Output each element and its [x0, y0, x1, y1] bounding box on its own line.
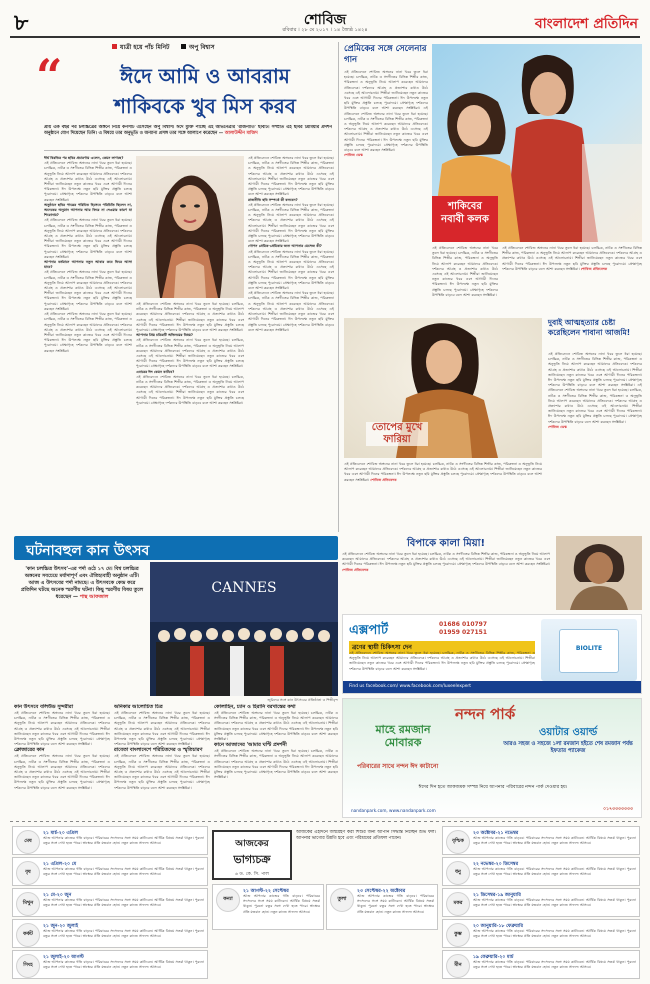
zodiac-badge-icon: মিথুন: [16, 892, 40, 916]
horoscope-date: ১৯ ফেব্রুয়ারি-২০ মার্চ: [473, 955, 514, 960]
horoscope-text: আজ আপনার কাজের গতি বাড়বে। পরিবারের সদস্যদের সঙ্গে সময় কাটাবেন। আর্থিক বিষয়ে সতর্ক থাকুন। পুরনো বন্ধুর সঙ্গে দেখা হতে পারে। স্বাস্থ্যের প্রতি যত্নবান হোন। নতুন কাজে সাফল্য আসবে।: [357, 894, 434, 914]
cannes-h1: কান উৎসবে বলিউড সুন্দরীরা: [14, 704, 74, 710]
cannes-h6: কানে আজাদের 'আমার ঘণ্টি প্রদর্শনী: [214, 742, 287, 749]
horoscope-title-2: ভাগ্যচক্র: [233, 853, 271, 866]
zodiac-badge-icon: কর্কট: [16, 923, 40, 947]
expert-logo: এক্সপার্ট: [349, 623, 389, 638]
lead-question-3: আপনার বর্তমানে আপনার নতুন আবার কবে ফিরে আসা যাবে?: [44, 260, 132, 270]
zodiac-badge-icon: কুম্ভ: [446, 923, 470, 947]
page-number: ৮: [14, 11, 29, 36]
horoscope-date: ২১ ডিসেম্বর-১৯ জানুয়ারি: [473, 893, 521, 898]
expert-phone-2: 01959 027151: [439, 629, 488, 636]
horoscope-item: [12, 857, 208, 886]
nandan-phone: ০১৭৩৩৩৩৩৩৩: [603, 807, 633, 812]
lead-paragraph: এই প্রতিবেদনে শোবিজ অঙ্গনের নানা খবর তুলে ধরা হয়েছে। চলচ্চিত্র, নাটক ও সংগীতের বিভিন্ন শিল্পীর কাজ, পরিকল্পনা ও অনুভূতি নিয়ে আলাপ করেছেন আমাদের প্রতিবেদক। দর্শকদের আগ্রহ ও প্রত্যাশার কথাও উঠে এসেছে এই আলোচনায়। শিল্পীরা জানিয়েছেন নতুন কাজের খবর এবং আগামী দিনের পরিকল্পনা। ঈদ উপলক্ষে নতুন ছবি মুক্তির প্রস্তুতি চলছে পুরোদমে। প্রেক্ষাগৃহে দর্শকদের উপস্থিতি বাড়বে বলে আশা করছেন সংশ্লিষ্টরা।: [248, 156, 334, 197]
lead-column-1: [44, 156, 132, 536]
paper-name: বাংলাদেশ প্রতিদিন: [534, 16, 638, 32]
zodiac-badge-icon: মকর: [446, 892, 470, 916]
lead-paragraph: এই প্রতিবেদনে শোবিজ অঙ্গনের নানা খবর তুলে ধরা হয়েছে। চলচ্চিত্র, নাটক ও সংগীতের বিভিন্ন শিল্পীর কাজ, পরিকল্পনা ও অনুভূতি নিয়ে আলাপ করেছেন আমাদের প্রতিবেদক। দর্শকদের আগ্রহ ও প্রত্যাশার কথাও উঠে এসেছে এই আলোচনায়। শিল্পীরা জানিয়েছেন নতুন কাজের খবর এবং আগামী দিনের পরিকল্পনা। ঈদ উপলক্ষে নতুন ছবি মুক্তির প্রস্তুতি চলছে পুরোদমে। প্রেক্ষাগৃহে দর্শকদের উপস্থিতি বাড়বে বলে আশা করছেন সংশ্লিষ্টরা।: [44, 218, 132, 259]
horoscope-right-column: [442, 826, 640, 981]
horoscope-item: [442, 888, 640, 917]
dubai-body: এই প্রতিবেদনে শোবিজ অঙ্গনের নানা খবর তুলে ধরা হয়েছে। চলচ্চিত্র, নাটক ও সংগীতের বিভিন্ন শিল্পীর কাজ, পরিকল্পনা ও অনুভূতি নিয়ে আলাপ করেছেন আমাদের প্রতিবেদক। দর্শকদের আগ্রহ ও প্রত্যাশার কথাও উঠে এসেছে এই আলোচনায়। শিল্পীরা জানিয়েছেন নতুন কাজের খবর এবং আগামী দিনের পরিকল্পনা। ঈদ উপলক্ষে নতুন ছবি মুক্তির প্রস্তুতি চলছে পুরোদমে। প্রেক্ষাগৃহে দর্শকদের উপস্থিতি বাড়বে বলে আশা করছেন সংশ্লিষ্টরা। এই প্রতিবেদনে শোবিজ অঙ্গনের নানা খবর তুলে ধরা হয়েছে। চলচ্চিত্র, নাটক ও সংগীতের বিভিন্ন শিল্পীর কাজ, পরিকল্পনা ও অনুভূতি নিয়ে আলাপ করেছেন আমাদের প্রতিবেদক। দর্শকদের আগ্রহ ও প্রত্যাশার কথাও উঠে এসেছে এই আলোচনায়। শিল্পীরা জানিয়েছেন নতুন কাজের খবর এবং আগামী দিনের পরিকল্পনা। ঈদ উপলক্ষে নতুন ছবি মুক্তির প্রস্তুতি চলছে পুরোদমে। প্রেক্ষাগৃহে দর্শকদের উপস্থিতি বাড়বে বলে আশা করছেন সংশ্লিষ্টরা। শোবিজ ডেস্ক: [548, 352, 642, 429]
selena-body: এই প্রতিবেদনে শোবিজ অঙ্গনের নানা খবর তুলে ধরা হয়েছে। চলচ্চিত্র, নাটক ও সংগীতের বিভিন্ন শিল্পীর কাজ, পরিকল্পনা ও অনুভূতি নিয়ে আলাপ করেছেন আমাদের প্রতিবেদক। দর্শকদের আগ্রহ ও প্রত্যাশার কথাও উঠে এসেছে এই আলোচনায়। শিল্পীরা জানিয়েছেন নতুন কাজের খবর এবং আগামী দিনের পরিকল্পনা। ঈদ উপলক্ষে নতুন ছবি মুক্তির প্রস্তুতি চলছে পুরোদমে। প্রেক্ষাগৃহে দর্শকদের উপস্থিতি বাড়বে বলে আশা করছেন সংশ্লিষ্টরা। এই প্রতিবেদনে শোবিজ অঙ্গনের নানা খবর তুলে ধরা হয়েছে। চলচ্চিত্র, নাটক ও সংগীতের বিভিন্ন শিল্পীর কাজ, পরিকল্পনা ও অনুভূতি নিয়ে আলাপ করেছেন আমাদের প্রতিবেদক। দর্শকদের আগ্রহ ও প্রত্যাশার কথাও উঠে এসেছে এই আলোচনায়। শিল্পীরা জানিয়েছেন নতুন কাজের খবর এবং আগামী দিনের পরিকল্পনা। ঈদ উপলক্ষে নতুন ছবি মুক্তির প্রস্তুতি চলছে পুরোদমে। প্রেক্ষাগৃহে দর্শকদের উপস্থিতি বাড়বে বলে আশা করছেন সংশ্লিষ্টরা। শোবিজ ডেস্ক: [344, 70, 428, 158]
cannes-column-2: অনিকার আলোচিত চিত্র এই প্রতিবেদনে শোবিজ অঙ্গনের নানা খবর তুলে ধরা হয়েছে। চলচ্চিত্র, নাটক ও সংগীতের বিভিন্ন শিল্পীর কাজ, পরিকল্পনা ও অনুভূতি নিয়ে আলাপ করেছেন আমাদের প্রতিবেদক। দর্শকদের আগ্রহ ও প্রত্যাশার কথাও উঠে এসেছে এই আলোচনায়। শিল্পীরা জানিয়েছেন নতুন কাজের খবর এবং আগামী দিনের পরিকল্পনা। ঈদ উপলক্ষে নতুন ছবি মুক্তির প্রস্তুতি চলছে পুরোদমে। প্রেক্ষাগৃহে দর্শকদের উপস্থিতি বাড়বে বলে আশা করছেন সংশ্লিষ্টরা। রাবেতা বাংলাদেশে পরিচিতদের ও স্মৃতিচারণ এই প্রতিবেদনে শোবিজ অঙ্গনের নানা খবর তুলে ধরা হয়েছে। চলচ্চিত্র, নাটক ও সংগীতের বিভিন্ন শিল্পীর কাজ, পরিকল্পনা ও অনুভূতি নিয়ে আলাপ করেছেন আমাদের প্রতিবেদক। দর্শকদের আগ্রহ ও প্রত্যাশার কথাও উঠে এসেছে এই আলোচনায়। শিল্পীরা জানিয়েছেন নতুন কাজের খবর এবং আগামী দিনের পরিকল্পনা। ঈদ উপলক্ষে নতুন ছবি মুক্তির প্রস্তুতি চলছে পুরোদমে। প্রেক্ষাগৃহে দর্শকদের উপস্থিতি বাড়বে বলে আশা করছেন সংশ্লিষ্টরা।: [114, 704, 210, 790]
lead-paragraph: এই প্রতিবেদনে শোবিজ অঙ্গনের নানা খবর তুলে ধরা হয়েছে। চলচ্চিত্র, নাটক ও সংগীতের বিভিন্ন শিল্পীর কাজ, পরিকল্পনা ও অনুভূতি নিয়ে আলাপ করেছেন আমাদের প্রতিবেদক। দর্শকদের আগ্রহ ও প্রত্যাশার কথাও উঠে এসেছে এই আলোচনায়। শিল্পীরা জানিয়েছেন নতুন কাজের খবর এবং আগামী দিনের পরিকল্পনা। ঈদ উপলক্ষে নতুন ছবি মুক্তির প্রস্তুতি চলছে পুরোদমে। প্রেক্ষাগৃহে দর্শকদের উপস্থিতি বাড়বে বলে আশা করছেন সংশ্লিষ্টরা।: [136, 302, 244, 333]
masthead-date: রবিবার । ২৮ মে ২০১৭ । ১৪ জ্যৈষ্ঠ ১৪২৪: [282, 27, 368, 33]
selena-headline: প্রেমিকের সঙ্গে সেলেনার গান: [344, 44, 427, 65]
kala-headline: বিপাকে কালা মিয়া!: [406, 538, 486, 549]
dubai-author: শোবিজ ডেস্ক: [548, 424, 567, 429]
horoscope-item: [442, 857, 640, 886]
section-title: শোবিজ: [303, 12, 347, 28]
cannes-banner: [14, 536, 338, 560]
lead-question-6: রাজনীতি ছবি সম্পর্কে কী বলবেন?: [248, 197, 298, 202]
zodiac-badge-icon: মেষ: [16, 830, 40, 854]
cannes-h5: কোলাহিন, চ্যান ও হিরানি বরখাস্তের কথা: [214, 704, 296, 710]
expert-phone-1: 01686 010797: [439, 621, 488, 628]
zodiac-badge-icon: কন্যা: [216, 888, 240, 912]
horoscope-date: ২১ এপ্রিল-২০ মে: [43, 862, 77, 867]
lead-byline: অপু বিশ্বাস: [189, 44, 215, 51]
horoscope-text: আজ আপনার কাজের গতি বাড়বে। পরিবারের সদস্যদের সঙ্গে সময় কাটাবেন। আর্থিক বিষয়ে সতর্ক থাকুন। পুরনো বন্ধুর সঙ্গে দেখা হতে পারে। স্বাস্থ্যের প্রতি যত্নবান হোন। নতুন কাজে সাফল্য আসবে।: [473, 898, 636, 908]
horoscope-intro: আজকের এইদিনে জন্মগ্রহণ করা শিশুর জন্য আপনি সিদ্ধান্ত নিচ্ছেন শুভ ফল। আপনার ভাগ্যের উন্নতি হবে এবং পরিশ্রমের প্রতিফল পাবেন।: [296, 830, 436, 842]
expert-service: ব্রণের স্থায়ী চিকিৎসা দেন: [349, 641, 535, 654]
horoscope-title-box: [212, 830, 292, 880]
horoscope-item: [12, 826, 208, 855]
horoscope-date: ২২ নভেম্বর-২০ ডিসেম্বর: [473, 862, 519, 867]
apu-biswas-photo: [136, 156, 244, 298]
horoscope-text: আজ আপনার কাজের গতি বাড়বে। পরিবারের সদস্যদের সঙ্গে সময় কাটাবেন। আর্থিক বিষয়ে সতর্ক থাকুন। পুরনো বন্ধুর সঙ্গে দেখা হতে পারে। স্বাস্থ্যের প্রতি যত্নবান হোন। নতুন কাজে সাফল্য আসবে।: [473, 867, 636, 877]
horoscope-text: আজ আপনার কাজের গতি বাড়বে। পরিবারের সদস্যদের সঙ্গে সময় কাটাবেন। আর্থিক বিষয়ে সতর্ক থাকুন। পুরনো বন্ধুর সঙ্গে দেখা হতে পারে। স্বাস্থ্যের প্রতি যত্নবান হোন। নতুন কাজে সাফল্য আসবে।: [43, 836, 204, 846]
horoscope-date: ২৩ অক্টোবর-২১ নভেম্বর: [473, 831, 519, 836]
topper-author: শোবিজ প্রতিবেদক: [370, 477, 397, 482]
horoscope-item: [442, 950, 640, 979]
horoscope-astrologer: ৬ ড. কে. সি. পাল: [235, 872, 269, 877]
horoscope-item: [212, 884, 324, 930]
nandan-offer: আরও সহজ ও সহজে ১লা রমজান হইতে শেষ রমজান পর্যন্ত ইফতার প্যাকেজ: [503, 741, 633, 754]
horoscope-item: [12, 888, 208, 917]
lead-paragraph: এই প্রতিবেদনে শোবিজ অঙ্গনের নানা খবর তুলে ধরা হয়েছে। চলচ্চিত্র, নাটক ও সংগীতের বিভিন্ন শিল্পীর কাজ, পরিকল্পনা ও অনুভূতি নিয়ে আলাপ করেছেন আমাদের প্রতিবেদক। দর্শকদের আগ্রহ ও প্রত্যাশার কথাও উঠে এসেছে এই আলোচনায়। শিল্পীরা জানিয়েছেন নতুন কাজের খবর এবং আগামী দিনের পরিকল্পনা। ঈদ উপলক্ষে নতুন ছবি মুক্তির প্রস্তুতি চলছে পুরোদমে। প্রেক্ষাগৃহে দর্শকদের উপস্থিতি বাড়বে বলে আশা করছেন সংশ্লিষ্টরা।: [248, 249, 334, 291]
horoscope-text: আজ আপনার কাজের গতি বাড়বে। পরিবারের সদস্যদের সঙ্গে সময় কাটাবেন। আর্থিক বিষয়ে সতর্ক থাকুন। পুরনো বন্ধুর সঙ্গে দেখা হতে পারে। স্বাস্থ্যের প্রতি যত্নবান হোন। নতুন কাজে সাফল্য আসবে।: [43, 960, 204, 970]
cannes-banner-title: ঘটনাবহুল কান উৎসব: [26, 543, 150, 559]
biolite-label: BIOLITE: [575, 645, 603, 652]
horoscope-item: [442, 826, 640, 855]
horoscope-date: ২০ জানুয়ারি-১৮ ফেব্রুয়ারি: [473, 924, 524, 929]
byline-bullet: [181, 44, 186, 49]
cannes-photo-caption: জুরিদের সঙ্গে কান উৎসবের প্রতিষ্ঠাতা ও শিল্পীবৃন্দ: [267, 698, 338, 702]
horoscope-text: আজ আপনার কাজের গতি বাড়বে। পরিবারের সদস্যদের সঙ্গে সময় কাটাবেন। আর্থিক বিষয়ে সতর্ক থাকুন। পুরনো বন্ধুর সঙ্গে দেখা হতে পারে। স্বাস্থ্যের প্রতি যত্নবান হোন। নতুন কাজে সাফল্য আসবে।: [43, 898, 204, 908]
nandan-wave: ওয়াটার ওয়ার্ল্ড: [539, 727, 598, 738]
horoscope-date: ২১ মার্চ-২০ এপ্রিল: [43, 831, 79, 836]
nabobi-caption-box: [432, 196, 498, 242]
lead-column-2: [136, 302, 244, 536]
dubai-headline: দুবাই আত্মহত্যার চেষ্টা করেছিলেন শাবানা আজমি!: [548, 318, 631, 337]
lead-paragraph: এই প্রতিবেদনে শোবিজ অঙ্গনের নানা খবর তুলে ধরা হয়েছে। চলচ্চিত্র, নাটক ও সংগীতের বিভিন্ন শিল্পীর কাজ, পরিকল্পনা ও অনুভূতি নিয়ে আলাপ করেছেন আমাদের প্রতিবেদক। দর্শকদের আগ্রহ ও প্রত্যাশার কথাও উঠে এসেছে এই আলোচনায়। শিল্পীরা জানিয়েছেন নতুন কাজের খবর এবং আগামী দিনের পরিকল্পনা। ঈদ উপলক্ষে নতুন ছবি মুক্তির প্রস্তুতি চলছে পুরোদমে। প্রেক্ষাগৃহে দর্শকদের উপস্থিতি বাড়বে বলে আশা করছেন সংশ্লিষ্টরা।: [44, 270, 132, 311]
lead-question-5: এবারের ঈদ কেমন কাটবে?: [136, 369, 175, 374]
nandan-web[interactable]: nandanpark.com, www.nandanpark.com: [351, 808, 436, 813]
horoscope-item: [12, 919, 208, 948]
horoscope-text: আজ আপনার কাজের গতি বাড়বে। পরিবারের সদস্যদের সঙ্গে সময় কাটাবেন। আর্থিক বিষয়ে সতর্ক থাকুন। পুরনো বন্ধুর সঙ্গে দেখা হতে পারে। স্বাস্থ্যের প্রতি যত্নবান হোন। নতুন কাজে সাফল্য আসবে।: [43, 929, 204, 939]
nabobi-author: শোবিজ প্রতিবেদক: [580, 266, 608, 271]
intro-rule: [44, 150, 332, 151]
horoscope-text: আজ আপনার কাজের গতি বাড়বে। পরিবারের সদস্যদের সঙ্গে সময় কাটাবেন। আর্থিক বিষয়ে সতর্ক থাকুন। পুরনো বন্ধুর সঙ্গে দেখা হতে পারে। স্বাস্থ্যের প্রতি যত্নবান হোন। নতুন কাজে সাফল্য আসবে।: [473, 960, 636, 970]
lead-kicker: যাত্রী হয়ে পাঁচ মিনিট: [120, 44, 170, 51]
cannes-column-3: কোলাহিন, চ্যান ও হিরানি বরখাস্তের কথা এই প্রতিবেদনে শোবিজ অঙ্গনের নানা খবর তুলে ধরা হয়েছে। চলচ্চিত্র, নাটক ও সংগীতের বিভিন্ন শিল্পীর কাজ, পরিকল্পনা ও অনুভূতি নিয়ে আলাপ করেছেন আমাদের প্রতিবেদক। দর্শকদের আগ্রহ ও প্রত্যাশার কথাও উঠে এসেছে এই আলোচনায়। শিল্পীরা জানিয়েছেন নতুন কাজের খবর এবং আগামী দিনের পরিকল্পনা। ঈদ উপলক্ষে নতুন ছবি মুক্তির প্রস্তুতি চলছে পুরোদমে। প্রেক্ষাগৃহে দর্শকদের উপস্থিতি বাড়বে বলে আশা করছেন সংশ্লিষ্টরা। কানে আজাদের 'আমার ঘণ্টি প্রদর্শনী এই প্রতিবেদনে শোবিজ অঙ্গনের নানা খবর তুলে ধরা হয়েছে। চলচ্চিত্র, নাটক ও সংগীতের বিভিন্ন শিল্পীর কাজ, পরিকল্পনা ও অনুভূতি নিয়ে আলাপ করেছেন আমাদের প্রতিবেদক। দর্শকদের আগ্রহ ও প্রত্যাশার কথাও উঠে এসেছে এই আলোচনায়। শিল্পীরা জানিয়েছেন নতুন কাজের খবর এবং আগামী দিনের পরিকল্পনা। ঈদ উপলক্ষে নতুন ছবি মুক্তির প্রস্তুতি চলছে পুরোদমে। প্রেক্ষাগৃহে দর্শকদের উপস্থিতি বাড়বে বলে আশা করছেন সংশ্লিষ্টরা।: [214, 704, 338, 780]
horoscope-item: [326, 884, 438, 930]
expert-body: এই প্রতিবেদনে শোবিজ অঙ্গনের নানা খবর তুলে ধরা হয়েছে। চলচ্চিত্র, নাটক ও সংগীতের বিভিন্ন শিল্পীর কাজ, পরিকল্পনা ও অনুভূতি নিয়ে আলাপ করেছেন আমাদের প্রতিবেদক। দর্শকদের আগ্রহ ও প্রত্যাশার কথাও উঠে এসেছে এই আলোচনায়। শিল্পীরা জানিয়েছেন নতুন কাজের খবর এবং আগামী দিনের পরিকল্পনা। ঈদ উপলক্ষে নতুন ছবি মুক্তির প্রস্তুতি চলছে পুরোদমে। প্রেক্ষাগৃহে দর্শকদের উপস্থিতি বাড়বে বলে আশা করছেন সংশ্লিষ্টরা।: [349, 651, 535, 671]
horoscope-item: [442, 919, 640, 948]
cannes-quote-author: পান্থ আফজাল: [79, 594, 109, 600]
lead-paragraph: এই প্রতিবেদনে শোবিজ অঙ্গনের নানা খবর তুলে ধরা হয়েছে। চলচ্চিত্র, নাটক ও সংগীতের বিভিন্ন শিল্পীর কাজ, পরিকল্পনা ও অনুভূতি নিয়ে আলাপ করেছেন আমাদের প্রতিবেদক। দর্শকদের আগ্রহ ও প্রত্যাশার কথাও উঠে এসেছে এই আলোচনায়। শিল্পীরা জানিয়েছেন নতুন কাজের খবর এবং আগামী দিনের পরিকল্পনা। ঈদ উপলক্ষে নতুন ছবি মুক্তির প্রস্তুতি চলছে পুরোদমে। প্রেক্ষাগৃহে দর্শকদের উপস্থিতি বাড়বে বলে আশা করছেন সংশ্লিষ্টরা।: [248, 291, 334, 332]
kala-body: এই প্রতিবেদনে শোবিজ অঙ্গনের নানা খবর তুলে ধরা হয়েছে। চলচ্চিত্র, নাটক ও সংগীতের বিভিন্ন শিল্পীর কাজ, পরিকল্পনা ও অনুভূতি নিয়ে আলাপ করেছেন আমাদের প্রতিবেদক। দর্শকদের আগ্রহ ও প্রত্যাশার কথাও উঠে এসেছে এই আলোচনায়। শিল্পীরা জানিয়েছেন নতুন কাজের খবর এবং আগামী দিনের পরিকল্পনা। ঈদ উপলক্ষে নতুন ছবি মুক্তির প্রস্তুতি চলছে পুরোদমে। প্রেক্ষাগৃহে দর্শকদের উপস্থিতি বাড়বে বলে আশা করছেন সংশ্লিষ্টরা। শোবিজ প্রতিবেদক: [342, 552, 550, 572]
biolite-product: [541, 619, 637, 681]
nandan-logo: নন্দন পার্ক: [455, 705, 516, 723]
horoscope-date: ২৩ সেপ্টেম্বর-২২ অক্টোবর: [357, 889, 406, 894]
lead-paragraph: এই প্রতিবেদনে শোবিজ অঙ্গনের নানা খবর তুলে ধরা হয়েছে। চলচ্চিত্র, নাটক ও সংগীতের বিভিন্ন শিল্পীর কাজ, পরিকল্পনা ও অনুভূতি নিয়ে আলাপ করেছেন আমাদের প্রতিবেদক। দর্শকদের আগ্রহ ও প্রত্যাশার কথাও উঠে এসেছে এই আলোচনায়। শিল্পীরা জানিয়েছেন নতুন কাজের খবর এবং আগামী দিনের পরিকল্পনা। ঈদ উপলক্ষে নতুন ছবি মুক্তির প্রস্তুতি চলছে পুরোদমে। প্রেক্ষাগৃহে দর্শকদের উপস্থিতি বাড়বে বলে আশা করছেন সংশ্লিষ্টরা।: [44, 161, 132, 202]
lead-column-3: [248, 156, 334, 536]
cannes-column-1: কান উৎসবে বলিউড সুন্দরীরা এই প্রতিবেদনে শোবিজ অঙ্গনের নানা খবর তুলে ধরা হয়েছে। চলচ্চিত্র, নাটক ও সংগীতের বিভিন্ন শিল্পীর কাজ, পরিকল্পনা ও অনুভূতি নিয়ে আলাপ করেছেন আমাদের প্রতিবেদক। দর্শকদের আগ্রহ ও প্রত্যাশার কথাও উঠে এসেছে এই আলোচনায়। শিল্পীরা জানিয়েছেন নতুন কাজের খবর এবং আগামী দিনের পরিকল্পনা। ঈদ উপলক্ষে নতুন ছবি মুক্তির প্রস্তুতি চলছে পুরোদমে। প্রেক্ষাগৃহে দর্শকদের উপস্থিতি বাড়বে বলে আশা করছেন সংশ্লিষ্টরা। ক্লোজারের কান এই প্রতিবেদনে শোবিজ অঙ্গনের নানা খবর তুলে ধরা হয়েছে। চলচ্চিত্র, নাটক ও সংগীতের বিভিন্ন শিল্পীর কাজ, পরিকল্পনা ও অনুভূতি নিয়ে আলাপ করেছেন আমাদের প্রতিবেদক। দর্শকদের আগ্রহ ও প্রত্যাশার কথাও উঠে এসেছে এই আলোচনায়। শিল্পীরা জানিয়েছেন নতুন কাজের খবর এবং আগামী দিনের পরিকল্পনা। ঈদ উপলক্ষে নতুন ছবি মুক্তির প্রস্তুতি চলছে পুরোদমে। প্রেক্ষাগৃহে দর্শকদের উপস্থিতি বাড়বে বলে আশা করছেন সংশ্লিষ্টরা।: [14, 704, 110, 790]
topper-caption: তোপের মুখে ফারিয়া: [366, 422, 428, 446]
shakib-body-left: এই প্রতিবেদনে শোবিজ অঙ্গনের নানা খবর তুলে ধরা হয়েছে। চলচ্চিত্র, নাটক ও সংগীতের বিভিন্ন শিল্পীর কাজ, পরিকল্পনা ও অনুভূতি নিয়ে আলাপ করেছেন আমাদের প্রতিবেদক। দর্শকদের আগ্রহ ও প্রত্যাশার কথাও উঠে এসেছে এই আলোচনায়। শিল্পীরা জানিয়েছেন নতুন কাজের খবর এবং আগামী দিনের পরিকল্পনা। ঈদ উপলক্ষে নতুন ছবি মুক্তির প্রস্তুতি চলছে পুরোদমে। প্রেক্ষাগৃহে দর্শকদের উপস্থিতি বাড়বে বলে আশা করছেন সংশ্লিষ্টরা।: [432, 246, 498, 297]
horoscope-center-row: [212, 884, 438, 930]
horoscope-text: আজ আপনার কাজের গতি বাড়বে। পরিবারের সদস্যদের সঙ্গে সময় কাটাবেন। আর্থিক বিষয়ে সতর্ক থাকুন। পুরনো বন্ধুর সঙ্গে দেখা হতে পারে। স্বাস্থ্যের প্রতি যত্নবান হোন। নতুন কাজে সাফল্য আসবে।: [43, 867, 204, 877]
zodiac-badge-icon: মীন: [446, 954, 470, 978]
cannes-h2: ক্লোজারের কান: [14, 747, 45, 754]
lead-intro: প্রায় এক বছর পর চলচ্চিত্রের অঙ্গনে নিয়ে কনসার্ট এসেছেন অপু বিশ্বাস। ঈদে মুক্তি পাচ্ছে এই অভিনেত্রীর 'রাজনীতি' ছবিটি। সম্প্রতি এই ছবির প্রিমিয়ার প্রদর্শন অনুষ্ঠানে যোগ দিয়েছেন তিনি। এ বিষয়ে তার অনুভূতি ও অন্যান্য প্রসঙ্গ তার সঙ্গে আলাপে করেছেন — আলাউদ্দীন মাজিদ: [44, 125, 332, 136]
lead-paragraph: এই প্রতিবেদনে শোবিজ অঙ্গনের নানা খবর তুলে ধরা হয়েছে। চলচ্চিত্র, নাটক ও সংগীতের বিভিন্ন শিল্পীর কাজ, পরিকল্পনা ও অনুভূতি নিয়ে আলাপ করেছেন আমাদের প্রতিবেদক। দর্শকদের আগ্রহ ও প্রত্যাশার কথাও উঠে এসেছে এই আলোচনায়। শিল্পীরা জানিয়েছেন নতুন কাজের খবর এবং আগামী দিনের পরিকল্পনা। ঈদ উপলক্ষে নতুন ছবি মুক্তির প্রস্তুতি চলছে পুরোদমে। প্রেক্ষাগৃহে দর্শকদের উপস্থিতি বাড়বে বলে আশা করছেন সংশ্লিষ্টরা।: [248, 202, 334, 244]
lead-question-7: গোপন প্রেমিক-প্রেমিকার জন্য আপনার মেসেজ কী?: [248, 244, 322, 249]
lead-question-1: দীর্ঘ বিরতির পর ছবির প্রচারণায় এলেন, কেমন লাগছে?: [44, 156, 124, 160]
quote-mark-icon: “: [36, 49, 63, 103]
horoscope-divider: [10, 821, 640, 822]
nandan-ramadan: মাহে রমজান মোবারক: [375, 723, 431, 749]
lead-paragraph: এই প্রতিবেদনে শোবিজ অঙ্গনের নানা খবর তুলে ধরা হয়েছে। চলচ্চিত্র, নাটক ও সংগীতের বিভিন্ন শিল্পীর কাজ, পরিকল্পনা ও অনুভূতি নিয়ে আলাপ করেছেন আমাদের প্রতিবেদক। দর্শকদের আগ্রহ ও প্রত্যাশার কথাও উঠে এসেছে এই আলোচনায়। শিল্পীরা জানিয়েছেন নতুন কাজের খবর এবং আগামী দিনের পরিকল্পনা। ঈদ উপলক্ষে নতুন ছবি মুক্তির প্রস্তুতি চলছে পুরোদমে। প্রেক্ষাগৃহে দর্শকদের উপস্থিতি বাড়বে বলে আশা করছেন সংশ্লিষ্টরা।: [44, 312, 132, 353]
zodiac-badge-icon: বৃশ্চিক: [446, 830, 470, 854]
lead-paragraph: এই প্রতিবেদনে শোবিজ অঙ্গনের নানা খবর তুলে ধরা হয়েছে। চলচ্চিত্র, নাটক ও সংগীতের বিভিন্ন শিল্পীর কাজ, পরিকল্পনা ও অনুভূতি নিয়ে আলাপ করেছেন আমাদের প্রতিবেদক। দর্শকদের আগ্রহ ও প্রত্যাশার কথাও উঠে এসেছে এই আলোচনায়। শিল্পীরা জানিয়েছেন নতুন কাজের খবর এবং আগামী দিনের পরিকল্পনা। ঈদ উপলক্ষে নতুন ছবি মুক্তির প্রস্তুতি চলছে পুরোদমে। প্রেক্ষাগৃহে দর্শকদের উপস্থিতি বাড়বে বলে আশা করছেন সংশ্লিষ্টরা।: [136, 374, 244, 405]
nabobi-body: এই প্রতিবেদনে শোবিজ অঙ্গনের নানা খবর তুলে ধরা হয়েছে। চলচ্চিত্র, নাটক ও সংগীতের বিভিন্ন শিল্পীর কাজ, পরিকল্পনা ও অনুভূতি নিয়ে আলাপ করেছেন আমাদের প্রতিবেদক। দর্শকদের আগ্রহ ও প্রত্যাশার কথাও উঠে এসেছে এই আলোচনায়। শিল্পীরা জানিয়েছেন নতুন কাজের খবর এবং আগামী দিনের পরিকল্পনা। ঈদ উপলক্ষে নতুন ছবি মুক্তির প্রস্তুতি চলছে পুরোদমে। প্রেক্ষাগৃহে দর্শকদের উপস্থিতি বাড়বে বলে আশা করছেন সংশ্লিষ্টরা। শোবিজ প্রতিবেদক: [502, 246, 642, 271]
nandan-park-ad[interactable]: [342, 698, 642, 818]
lead-headline-2: শাকিবকে খুব মিস করব: [114, 94, 296, 118]
masthead-rule: [10, 36, 640, 38]
kala-miya-photo: [556, 536, 642, 610]
zodiac-badge-icon: তুলা: [330, 888, 354, 912]
column-divider: [338, 42, 339, 532]
topper-body: এই প্রতিবেদনে শোবিজ অঙ্গনের নানা খবর তুলে ধরা হয়েছে। চলচ্চিত্র, নাটক ও সংগীতের বিভিন্ন শিল্পীর কাজ, পরিকল্পনা ও অনুভূতি নিয়ে আলাপ করেছেন আমাদের প্রতিবেদক। দর্শকদের আগ্রহ ও প্রত্যাশার কথাও উঠে এসেছে এই আলোচনায়। শিল্পীরা জানিয়েছেন নতুন কাজের খবর এবং আগামী দিনের পরিকল্পনা। ঈদ উপলক্ষে নতুন ছবি মুক্তির প্রস্তুতি চলছে পুরোদমে। প্রেক্ষাগৃহে দর্শকদের উপস্থিতি বাড়বে বলে আশা করছেন সংশ্লিষ্টরা। শোবিজ প্রতিবেদক: [344, 462, 542, 482]
lead-headline-1: ঈদে আমি ও আবরাম: [120, 64, 290, 88]
selena-author: শোবিজ ডেস্ক: [344, 153, 363, 158]
horoscope-date: ২১ জুলাই-২০ আগস্ট: [43, 955, 84, 960]
lead-kicker-bullet: [112, 44, 117, 49]
horoscope-date: ২১ জুন-২০ জুলাই: [43, 924, 79, 929]
horoscope-text: আজ আপনার কাজের গতি বাড়বে। পরিবারের সদস্যদের সঙ্গে সময় কাটাবেন। আর্থিক বিষয়ে সতর্ক থাকুন। পুরনো বন্ধুর সঙ্গে দেখা হতে পারে। স্বাস্থ্যের প্রতি যত্নবান হোন। নতুন কাজে সাফল্য আসবে।: [473, 929, 636, 939]
horoscope-text: আজ আপনার কাজের গতি বাড়বে। পরিবারের সদস্যদের সঙ্গে সময় কাটাবেন। আর্থিক বিষয়ে সতর্ক থাকুন। পুরনো বন্ধুর সঙ্গে দেখা হতে পারে। স্বাস্থ্যের প্রতি যত্নবান হোন। নতুন কাজে সাফল্য আসবে।: [243, 894, 320, 914]
nandan-family: পরিবারের সাথে নন্দন ঈদ কাটানো: [357, 763, 439, 770]
horoscope-date: ২১ আগস্ট-২২ সেপ্টেম্বর: [243, 889, 289, 894]
nandan-footer: ঈদের দিন হতে জাকজমক সম্পন্ন নিয়ে আপনার পরিবারের নন্দন পার্ক দেওয়ার হয়।: [418, 785, 568, 790]
lead-paragraph: এই প্রতিবেদনে শোবিজ অঙ্গনের নানা খবর তুলে ধরা হয়েছে। চলচ্চিত্র, নাটক ও সংগীতের বিভিন্ন শিল্পীর কাজ, পরিকল্পনা ও অনুভূতি নিয়ে আলাপ করেছেন আমাদের প্রতিবেদক। দর্শকদের আগ্রহ ও প্রত্যাশার কথাও উঠে এসেছে এই আলোচনায়। শিল্পীরা জানিয়েছেন নতুন কাজের খবর এবং আগামী দিনের পরিকল্পনা। ঈদ উপলক্ষে নতুন ছবি মুক্তির প্রস্তুতি চলছে পুরোদমে। প্রেক্ষাগৃহে দর্শকদের উপস্থিতি বাড়বে বলে আশা করছেন সংশ্লিষ্টরা।: [136, 338, 244, 369]
kala-author: শোবিজ প্রতিবেদক: [342, 567, 369, 572]
zodiac-badge-icon: বৃষ: [16, 861, 40, 885]
cannes-h3: অনিকার আলোচিত চিত্র: [114, 704, 163, 710]
horoscope-text: আজ আপনার কাজের গতি বাড়বে। পরিবারের সদস্যদের সঙ্গে সময় কাটাবেন। আর্থিক বিষয়ে সতর্ক থাকুন। পুরনো বন্ধুর সঙ্গে দেখা হতে পারে। স্বাস্থ্যের প্রতি যত্নবান হোন। নতুন কাজে সাফল্য আসবে।: [473, 836, 636, 846]
lead-question-2: অনুষ্ঠানে ছবির পাত্রের পরিচিত হিসেবে পরিচিতি ছিলেন না, অনেকের অনুমান আপনার আর ফিরে না দেওয়ার কারণ যা শিরোনাম?: [44, 202, 132, 218]
svg-text:CANNES: CANNES: [211, 580, 277, 596]
intro-author: আলাউদ্দীন মাজিদ: [224, 131, 258, 136]
horoscope-item: [12, 950, 208, 979]
expert-ad[interactable]: [342, 614, 642, 694]
horoscope-date: ২১ মে-২০ জুন: [43, 893, 72, 898]
cannes-photo: [150, 562, 338, 696]
nabobi-caption: শাকিবের নবাবী কলক: [441, 201, 489, 225]
lead-question-4: আপনার প্রিয় চরিত্রটি অভিনয়ের বিষয়?: [136, 333, 193, 338]
horoscope-left-column: [12, 826, 208, 981]
cannes-quote: 'কান চলচ্চিত্র উৎসব'-এর পর্দা ওঠে ১৭ মে। বিশ্ব চলচ্চিত্র অঙ্গনের সবচেয়ে মর্যাদাপূর্ণ এবং ঐতিহ্যবাহী অনুষ্ঠান এটি। আজ এ উৎসবের পর্দা নামছে। এ উৎসবকে কেন্দ্র করে প্রতিদিন ঘটছে অনেক স্মরণীয় ঘটনা। কিছু স্মরণীয় বিষয় তুলে ধরেছেন — পান্থ আফজাল: [20, 566, 144, 600]
horoscope-title-1: আজকের: [235, 839, 269, 849]
cannes-h4: রাবেতা বাংলাদেশে পরিচিতদের ও স্মৃতিচারণ: [114, 747, 203, 754]
zodiac-badge-icon: সিংহ: [16, 954, 40, 978]
expert-footer[interactable]: Find us facebook.com/ www.facebook.com/luxeelexpert: [343, 681, 641, 693]
zodiac-badge-icon: ধনু: [446, 861, 470, 885]
